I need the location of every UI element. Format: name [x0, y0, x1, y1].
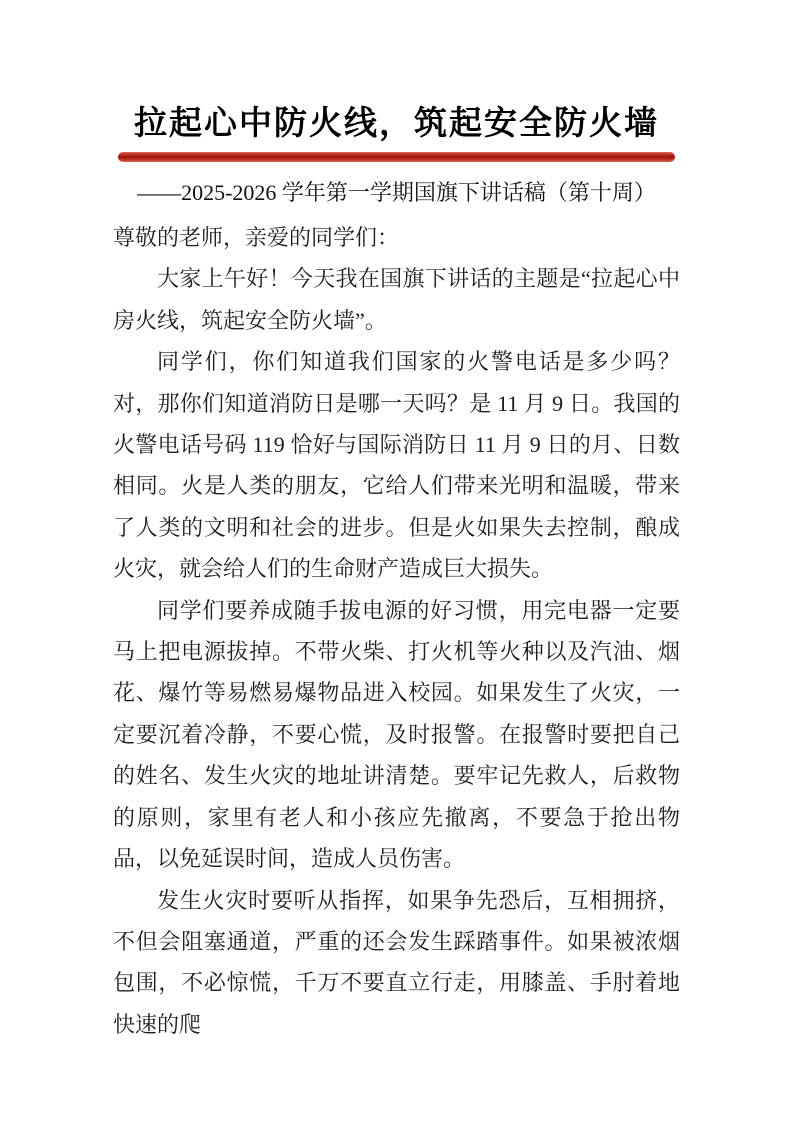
document-subtitle: ——2025-2026 学年第一学期国旗下讲话稿（第十周） [137, 180, 656, 205]
body-paragraph-2: 同学们，你们知道我们国家的火警电话是多少吗？对，那你们知道消防日是哪一天吗？是 11 月 9 日。我国的火警电话号码 119 恰好与国际消防日 11 月 9 日的月、日数相同。火是人类的朋友，它给人们带来光明和温暖，带来了人类的文明和社会的进步。但是火如果失去控制，酿成火灾，就会给人们的生命财产造成巨大损失。 [113, 349, 680, 582]
salutation-line: 尊敬的老师，亲爱的同学们： [113, 225, 400, 250]
body-paragraph-1: 大家上午好！今天我在国旗下讲话的主题是“拉起心中房火线，筑起安全防火墙”。 [113, 266, 680, 333]
title-underline-rule [118, 152, 675, 162]
body-paragraph-4: 发生火灾时要听从指挥，如果争先恐后，互相拥挤，不但会阻塞通道，严重的还会发生踩踏事件。如果被浓烟包围，不必惊慌，千万不要直立行走，用膝盖、手肘着地快速的爬 [113, 887, 680, 1037]
document-body [113, 217, 680, 1045]
body-paragraph-3: 同学们要养成随手拔电源的好习惯，用完电器一定要马上把电源拔掉。不带火柴、打火机等火种以及汽油、烟花、爆竹等易燃易爆物品进入校园。如果发生了火灾，一定要沉着冷静，不要心慌，及时报警。在报警时要把自己的姓名、发生火灾的地址讲清楚。要牢记先救人，后救物的原则，家里有老人和小孩应先撤离，不要急于抢出物品，以免延误时间，造成人员伤害。 [113, 597, 680, 872]
document-title: 拉起心中防火线，筑起安全防火墙 [134, 106, 659, 142]
